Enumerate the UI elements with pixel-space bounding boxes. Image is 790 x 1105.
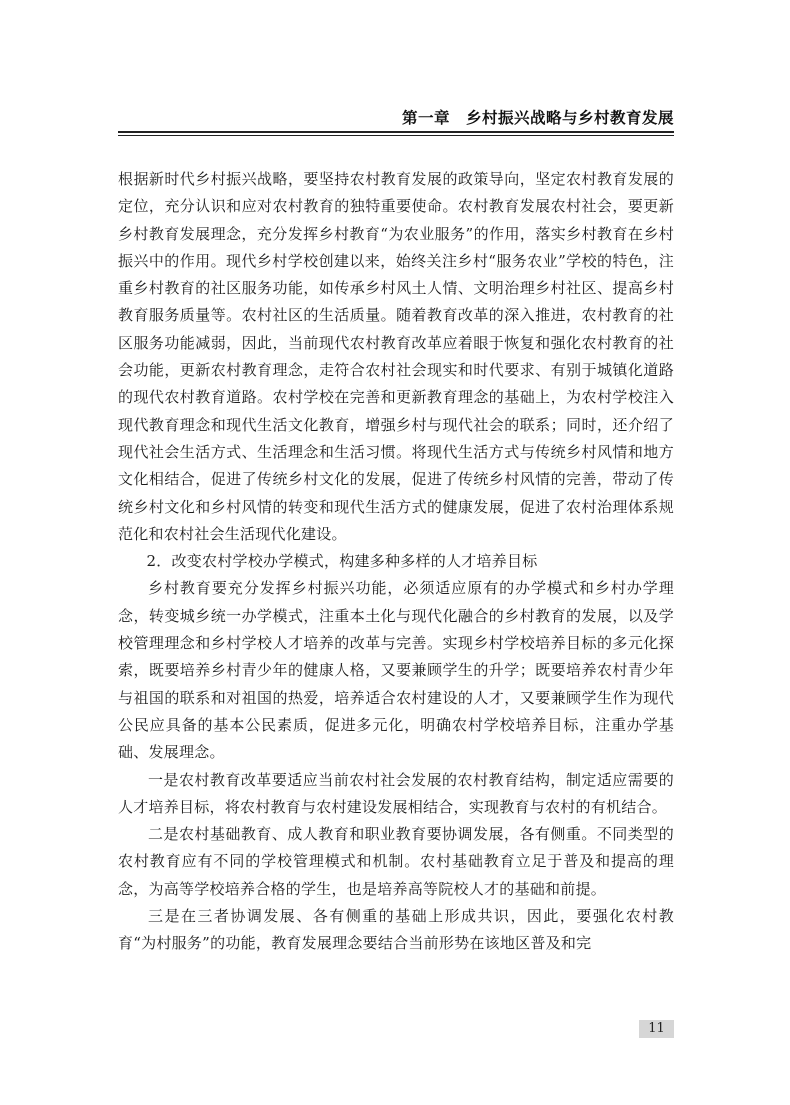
paragraph-continuation: 根据新时代乡村振兴战略，要坚持农村教育发展的政策导向，坚定农村教育发展的定位，充分认识和应对农村教育的独特重要使命。农村教育发展农村社会，要更新乡村教育发展理念，充分发挥乡村教育“为农业服务”的作用，落实乡村教育在乡村振兴中的作用。现代乡村学校创建以来，始终关注乡村“服务农业”学校的特色，注重乡村教育的社区服务功能，如传承乡村风土人情、文明治理乡村社区、提高乡村教育服务质量等。农村社区的生活质量。随着教育改革的深入推进，农村教育的社区服务功能减弱，因此，当前现代农村教育改革应着眼于恢复和强化农村教育的社会功能，更新农村教育理念，走符合农村社会现实和时代要求、有别于城镇化道路的现代农村教育道路。农村学校在完善和更新教育理念的基础上，为农村学校注入现代教育理念和现代生活文化教育，增强乡村与现代社会的联系；同时，还介绍了现代社会生活方式、生活理念和生活习惯。将现代生活方式与传统乡村风情和地方文化相结合，促进了传统乡村文化的发展，促进了传统乡村风情的完善，带动了传统乡村文化和乡村风情的转变和现代生活方式的健康发展，促进了农村治理体系规范化和农村社会生活现代化建设。 xyxy=(118,170,674,543)
paragraph-point-two: 二是农村基础教育、成人教育和职业教育要协调发展，各有侧重。不同类型的农村教育应有不同的学校管理模式和机制。农村基础教育立足于普及和提高的理念，为高等学校培养合格的学生，也是培养高等院校人才的基础和前提。 xyxy=(118,825,674,898)
chapter-title: 第一章 乡村振兴战略与乡村教育发展 xyxy=(401,109,674,127)
section-heading: 2．改变农村学校办学模式，构建多种多样的人才培养目标 xyxy=(146,552,538,571)
running-header xyxy=(118,104,674,134)
header-rule-thick xyxy=(118,131,674,133)
header-rule-thin xyxy=(118,135,674,136)
paragraph-point-one: 一是农村教育改革要适应当前农村社会发展的农村教育结构，制定适应需要的人才培养目标，将农村教育与农村建设发展相结合，实现教育与农村的有机结合。 xyxy=(118,770,674,816)
paragraph-point-three: 三是在三者协调发展、各有侧重的基础上形成共识，因此，要强化农村教育“为村服务”的功能，教育发展理念要结合当前形势在该地区普及和完 xyxy=(118,907,674,953)
page-number: 11 xyxy=(639,1020,674,1038)
paragraph: 乡村教育要充分发挥乡村振兴功能，必须适应原有的办学模式和乡村办学理念，转变城乡统一办学模式，注重本土化与现代化融合的乡村教育的发展，以及学校管理理念和乡村学校人才培养的改革与完善。实现乡村学校培养目标的多元化探索，既要培养乡村青少年的健康人格，又要兼顾学生的升学；既要培养农村青少年与祖国的联系和对祖国的热爱，培养适合农村建设的人才，又要兼顾学生作为现代公民应具备的基本公民素质，促进多元化，明确农村学校培养目标，注重办学基础、发展理念。 xyxy=(118,579,674,762)
body-text xyxy=(118,166,674,958)
